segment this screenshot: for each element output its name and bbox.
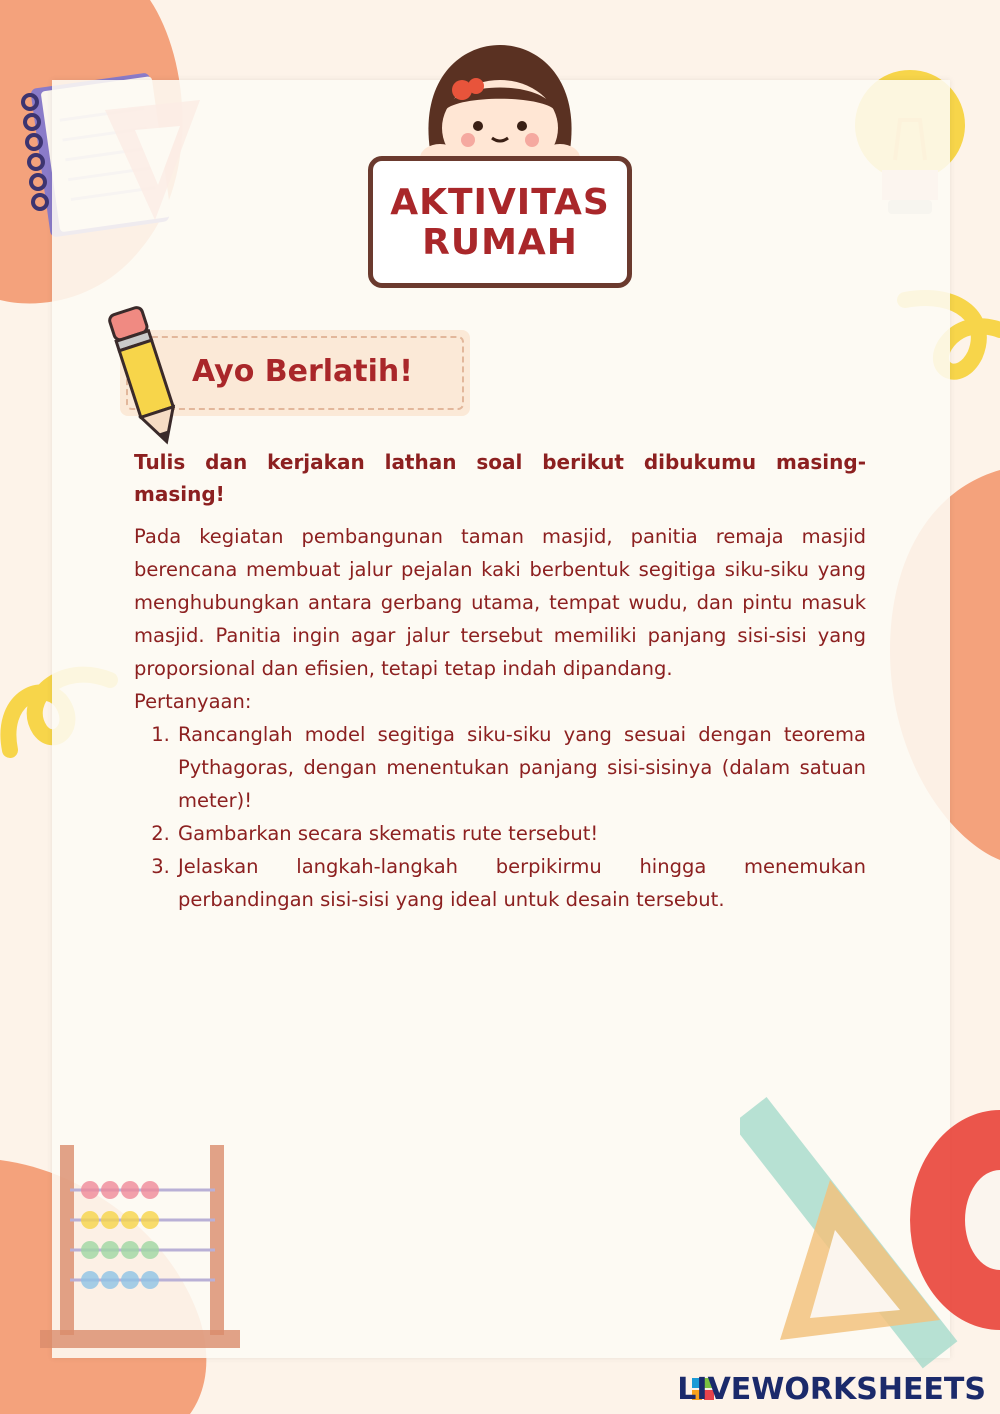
page-title-line1: AKTIVITAS — [390, 182, 610, 223]
protractor-icon — [910, 1110, 1000, 1340]
abacus-icon — [20, 1130, 240, 1360]
question-item: 3. Jelaskan langkah-langkah berpikirmu hingga menemukan perbandingan sisi-sisi yang ideal untuk desain tersebut. — [176, 850, 866, 916]
pencil-icon — [100, 300, 190, 450]
worksheet-content — [134, 446, 866, 916]
questions-label: Pertanyaan: — [134, 690, 252, 713]
page-title-line2: RUMAH — [422, 222, 578, 263]
question-item: 2. Gambarkan secara skematis rute tersebut! — [176, 817, 866, 850]
instruction-text: Tulis dan kerjakan lathan soal berikut dibukumu masing-masing! — [134, 450, 866, 506]
questions-list — [134, 718, 866, 916]
question-item: 1. Rancanglah model segitiga siku-siku yang sesuai dengan teorema Pythagoras, dengan menentukan panjang sisi-sisinya (dalam satuan meter)! — [176, 718, 866, 817]
section-banner-label: Ayo Berlatih! — [192, 354, 413, 389]
problem-paragraph: Pada kegiatan pembangunan taman masjid, panitia remaja masjid berencana membuat jalur pejalan kaki berbentuk segitiga siku-siku yang menghubungkan antara gerbang utama, tempat wudu, dan pintu masuk masjid. Panitia ingin agar jalur tersebut memiliki panjang sisi-sisi yang proporsional dan efisien, tetapi tetap indah dipandang. — [134, 525, 866, 680]
title-board — [368, 156, 632, 288]
footer-brand: LIVEWORKSHEETS — [677, 1372, 986, 1407]
